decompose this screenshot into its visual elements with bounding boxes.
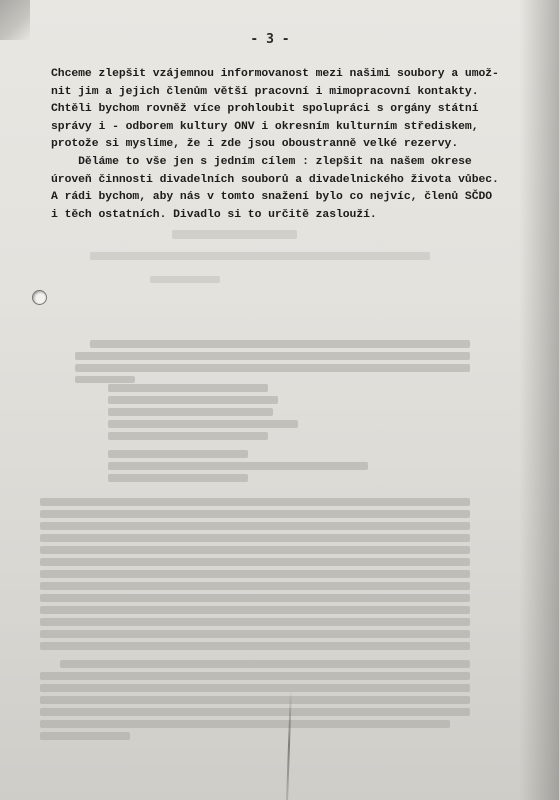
text-line: úroveň činnosti divadelních souborů a divadelnického života vůbec. (51, 173, 499, 186)
text-line: Děláme to vše jen s jedním cílem : zlepšit na našem okrese (51, 155, 472, 168)
bleed-mark (172, 230, 297, 239)
bleed-mark (40, 522, 470, 530)
text-line: i těch ostatních. Divadlo si to určitě zaslouží. (51, 208, 377, 221)
bleed-mark (40, 558, 470, 566)
bleed-mark (75, 376, 135, 383)
punch-hole (32, 290, 47, 305)
page-edge-shadow (519, 0, 559, 800)
bleed-mark (40, 708, 470, 716)
bleed-mark (40, 606, 470, 614)
bleed-mark (108, 420, 298, 428)
bleed-mark (108, 462, 368, 470)
bleed-mark (108, 396, 278, 404)
corner-fold (0, 0, 30, 40)
bleed-mark (150, 276, 220, 283)
bleed-mark (40, 696, 470, 704)
bleed-mark (40, 684, 470, 692)
bleed-mark (40, 594, 470, 602)
bleed-mark (60, 660, 470, 668)
bleed-mark (108, 384, 268, 392)
body-text (51, 66, 499, 224)
bleed-mark (108, 450, 248, 458)
bleed-mark (40, 720, 450, 728)
bleed-mark (40, 570, 470, 578)
text-line: Chtěli bychom rovněž více prohloubit spolupráci s orgány státní (51, 103, 479, 116)
text-line: protože si myslíme, že i zde jsou oboustranně velké rezervy. (51, 138, 459, 151)
text-line: Chceme zlepšit vzájemnou informovanost mezi našimi soubory a umož- (51, 68, 499, 80)
bleed-mark (75, 364, 470, 372)
bleed-mark (108, 474, 248, 482)
bleed-mark (108, 408, 273, 416)
text-line: nit jim a jejich členům větší pracovní i mimopracovní kontakty. (51, 85, 479, 98)
bleed-mark (40, 582, 470, 590)
bleed-mark (40, 546, 470, 554)
paper-crease (286, 690, 292, 800)
bleed-mark (40, 642, 470, 650)
bleed-mark (40, 534, 470, 542)
bleed-mark (40, 498, 470, 506)
bleed-mark (40, 510, 470, 518)
text-line: správy i - odborem kultury ONV i okresním kulturním střediskem, (51, 120, 479, 133)
bleed-mark (90, 340, 470, 348)
page-number: - 3 - (250, 32, 290, 47)
bleed-mark (40, 672, 470, 680)
bleed-mark (90, 252, 430, 260)
bleed-mark (40, 618, 470, 626)
bleed-mark (75, 352, 470, 360)
bleed-mark (40, 732, 130, 740)
bleed-mark (108, 432, 268, 440)
text-line: A rádi bychom, aby nás v tomto snažení bylo co nejvíc, členů SČDO (51, 191, 493, 204)
bleed-mark (40, 630, 470, 638)
